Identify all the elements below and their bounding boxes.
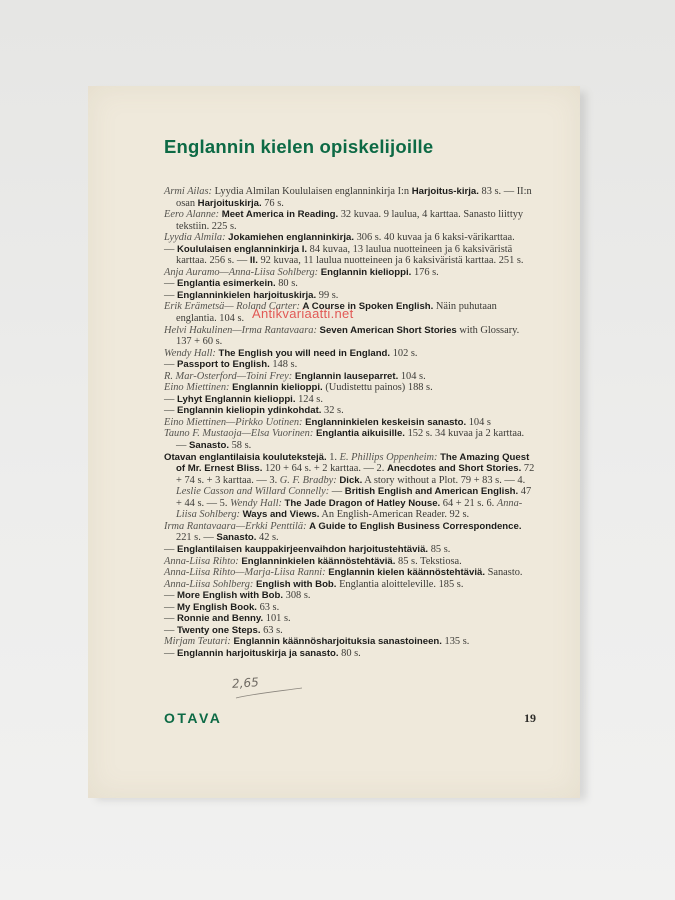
entry-details: 76 s. <box>261 197 284 209</box>
book-entry <box>164 648 536 660</box>
book-entry <box>164 348 536 360</box>
entry-details: — <box>331 486 345 498</box>
book-entry <box>164 359 536 371</box>
entry-details: — <box>164 289 177 301</box>
entry-author: Irma Rantavaara—Erkki Penttilä: <box>164 520 310 532</box>
entry-details: 47 + 44 s. — 5. <box>176 486 532 509</box>
entry-book-title: II. <box>249 255 258 267</box>
entry-details: — <box>164 278 177 290</box>
catalog-page <box>88 86 580 798</box>
entry-author: Eino Miettinen—Pirkko Uotinen: <box>164 416 306 428</box>
entry-details: 63 s. <box>260 624 283 636</box>
entry-book-title: My English Book. <box>177 601 257 613</box>
entry-details: 104 s <box>466 416 491 428</box>
entry-details: 85 s. <box>428 543 451 555</box>
entry-details: An English-American Reader. 92 s. <box>319 509 470 521</box>
entry-author: Helvi Hakulinen—Irma Rantavaara: <box>164 324 320 336</box>
entry-details: 152 s. 34 kuvaa ja 2 karttaa. — <box>176 428 525 452</box>
entry-details: 80 s. <box>275 278 298 290</box>
entry-book-title: More English with Bob. <box>177 590 284 602</box>
entry-details: 306 s. 40 kuvaa ja 6 kaksi-värikarttaa. <box>353 232 515 244</box>
entry-details: — <box>164 601 177 613</box>
entry-author: Wendy Hall: <box>230 497 285 509</box>
book-entry <box>164 602 536 614</box>
book-entry <box>164 579 536 591</box>
entry-details: 83 s. — II:n osan <box>176 186 532 209</box>
entry-book-title: Anecdotes and Short Stories. <box>386 463 522 475</box>
entry-book-title: Englantilaisen kauppakirjeenvaihdon harjoitustehtäviä. <box>177 543 429 555</box>
entry-book-title: Sanasto. <box>189 440 229 452</box>
entry-book-title: Englanninkielen käännöstehtäviä. <box>241 555 396 567</box>
entry-author: Armi Ailas: <box>164 186 215 197</box>
entry-details: — <box>164 624 177 636</box>
entry-author: Anna-Liisa Sohlberg: <box>176 497 523 521</box>
entry-details: 135 s. <box>441 636 470 648</box>
entry-author: Anna-Liisa Sohlberg: <box>164 578 256 590</box>
publisher-name: OTAVA <box>164 710 223 726</box>
entry-details: Lyydia Almilan Koululaisen englanninkirja I:n <box>214 186 412 197</box>
entry-details: 80 s. <box>338 647 361 659</box>
book-entry <box>164 209 536 232</box>
book-entry <box>164 613 536 625</box>
book-entry <box>164 186 536 209</box>
entry-book-title: The Amazing Quest of Mr. Ernest Bliss. <box>176 451 530 475</box>
entry-details: (Uudistettu painos) 188 s. <box>322 382 433 394</box>
entry-details: 92 kuvaa, 11 laulua nuotteineen ja 6 kaksiväristä karttaa. 251 s. <box>257 255 524 267</box>
entry-book-title: Seven American Short Stories <box>319 324 457 336</box>
entry-book-title: Jokamiehen englanninkirja. <box>228 232 354 244</box>
book-entry <box>164 636 536 648</box>
entry-book-title: Englannin harjoituskirja ja sanasto. <box>177 647 339 659</box>
entry-book-title: The English you will need in England. <box>218 347 391 359</box>
entry-author: Wendy Hall: <box>164 347 219 359</box>
book-entry <box>164 278 536 290</box>
book-entry <box>164 556 536 568</box>
entry-details: 85 s. Tekstiosa. <box>395 555 462 567</box>
entry-book-title: Otavan englantilaisia koulutekstejä. <box>164 451 327 463</box>
entry-book-title: Englannin kieliopin ydinkohdat. <box>177 405 322 417</box>
book-entry <box>164 521 536 544</box>
book-entry <box>164 290 536 302</box>
entry-book-title: Harjoituskirja. <box>197 197 262 209</box>
entry-author: R. Mar-Osterford—Toini Frey: <box>164 370 295 382</box>
entry-book-title: Sanasto. <box>216 532 257 544</box>
entry-details: 176 s. <box>411 266 439 278</box>
entry-details: — <box>164 613 177 625</box>
entry-details: 32 kuvaa. 9 laulua, 4 karttaa. Sanasto liittyy tekstiin. 225 s. <box>176 209 524 232</box>
entry-book-title: Harjoitus-kirja. <box>411 186 479 197</box>
entry-book-title: Ways and Views. <box>242 509 320 521</box>
entry-details: 124 s. <box>295 393 323 405</box>
book-entry <box>164 325 536 348</box>
book-entry <box>164 244 536 267</box>
entry-author: Anja Auramo—Anna-Liisa Sohlberg: <box>164 266 321 278</box>
entry-author: E. Phillips Oppenheim: <box>339 451 441 463</box>
entry-details: 84 kuvaa, 13 laulua nuotteineen ja 6 kaksiväristä karttaa. 256 s. — <box>176 243 513 267</box>
entry-book-title: Englannin kielioppi. <box>320 266 412 278</box>
entry-details: 102 s. <box>390 347 418 359</box>
entry-details: 72 + 74 s. + 3 karttaa. — 3. <box>176 463 535 486</box>
book-entry <box>164 371 536 383</box>
entry-book-title: Lyhyt Englannin kielioppi. <box>177 393 296 405</box>
entry-book-title: Englannin käännösharjoituksia sanastoineen. <box>233 636 442 648</box>
entry-details: 42 s. <box>256 532 279 544</box>
watermark-text: Antikvariaatti.net <box>252 306 354 321</box>
entry-book-title: English with Bob. <box>255 578 337 590</box>
entry-details: 1. <box>326 451 340 463</box>
entry-author: Mirjam Teutari: <box>164 636 234 648</box>
entry-book-title: Englannin kielioppi. <box>232 382 323 394</box>
entry-details: Näin puhutaan englantia. 104 s. <box>176 301 497 325</box>
entry-book-title: Koululaisen englanninkirja I. <box>177 243 308 255</box>
entry-book-title: Twenty one Steps. <box>177 624 261 636</box>
page-number: 19 <box>524 711 536 725</box>
book-entry <box>164 544 536 556</box>
book-entry <box>164 394 536 406</box>
entry-author: Lyydia Almila: <box>164 232 229 244</box>
entry-details: 308 s. <box>283 590 311 602</box>
book-list <box>164 186 536 659</box>
entry-details: 64 + 21 s. 6. <box>440 497 497 509</box>
entry-details: — <box>164 590 177 602</box>
entry-details: — <box>164 405 177 417</box>
entry-book-title: Englanninkielen harjoituskirja. <box>177 289 317 301</box>
entry-details: — <box>164 243 177 255</box>
book-entry <box>164 428 536 451</box>
entry-book-title: The Jade Dragon of Hatley Nouse. <box>284 497 441 509</box>
book-entry <box>164 590 536 602</box>
entry-details: 104 s. <box>398 370 426 382</box>
entry-book-title: A Guide to English Business Correspondence. <box>309 520 522 532</box>
entry-book-title: Meet America in Reading. <box>221 209 339 221</box>
entry-book-title: Englantia esimerkein. <box>177 278 276 290</box>
entry-book-title: A Course in Spoken English. <box>302 301 434 313</box>
entry-details: — <box>164 543 177 555</box>
book-entry <box>164 625 536 637</box>
entry-book-title: Englanninkielen keskeisin sanasto. <box>305 416 467 428</box>
entry-details: 63 s. <box>256 601 280 613</box>
book-entry <box>164 405 536 417</box>
entry-details: 120 + 64 s. + 2 karttaa. — 2. <box>262 463 387 475</box>
book-entry <box>164 417 536 429</box>
entry-details: 221 s. — <box>176 532 217 544</box>
entry-details: A story without a Plot. 79 + 83 s. — 4. <box>362 474 526 486</box>
entry-author: Anna-Liisa Rihto: <box>164 555 242 567</box>
entry-book-title: Dick. <box>339 474 363 486</box>
pencil-price-note: 2,65 <box>231 675 260 691</box>
entry-details: 148 s. <box>269 359 298 371</box>
entry-author: Eino Miettinen: <box>164 382 233 394</box>
entry-book-title: Englannin lauseparret. <box>294 370 399 382</box>
entry-author: G. F. Bradby: <box>279 474 340 486</box>
entry-details: — <box>164 393 177 405</box>
page-title: Englannin kielen opiskelijoille <box>164 136 434 157</box>
entry-book-title: Ronnie and Benny. <box>177 613 264 625</box>
entry-author: Erik Erämetsä— Roland Carter: <box>164 301 303 313</box>
entry-details: 101 s. <box>263 613 291 625</box>
entry-author: Leslie Casson and Willard Connelly: <box>176 486 332 498</box>
entry-book-title: Englantia aikuisille. <box>315 428 405 440</box>
entry-details: 58 s. <box>229 440 252 452</box>
entry-details: 32 s. <box>321 405 344 417</box>
book-entry <box>164 452 536 521</box>
entry-book-title: Passport to English. <box>177 359 270 371</box>
entry-author: Anna-Liisa Rihto—Marja-Liisa Ranni: <box>164 567 329 579</box>
book-entry <box>164 232 536 244</box>
entry-details: — <box>164 359 177 371</box>
entry-author: Eero Alanne: <box>164 209 222 221</box>
entry-details: 99 s. <box>316 289 339 301</box>
entry-details: Englantia aloitteleville. 185 s. <box>336 578 464 590</box>
entry-book-title: Englannin kielen käännöstehtäviä. <box>328 567 485 579</box>
book-entry <box>164 267 536 279</box>
book-entry <box>164 382 536 394</box>
book-entry <box>164 567 536 579</box>
entry-details: with Glossary. 137 + 60 s. <box>176 324 520 348</box>
entry-details: Sanasto. <box>485 567 523 579</box>
entry-details: — <box>164 647 177 659</box>
entry-author: Tauno F. Mustaoja—Elsa Vuorinen: <box>164 428 316 440</box>
entry-book-title: British English and American English. <box>344 486 519 498</box>
